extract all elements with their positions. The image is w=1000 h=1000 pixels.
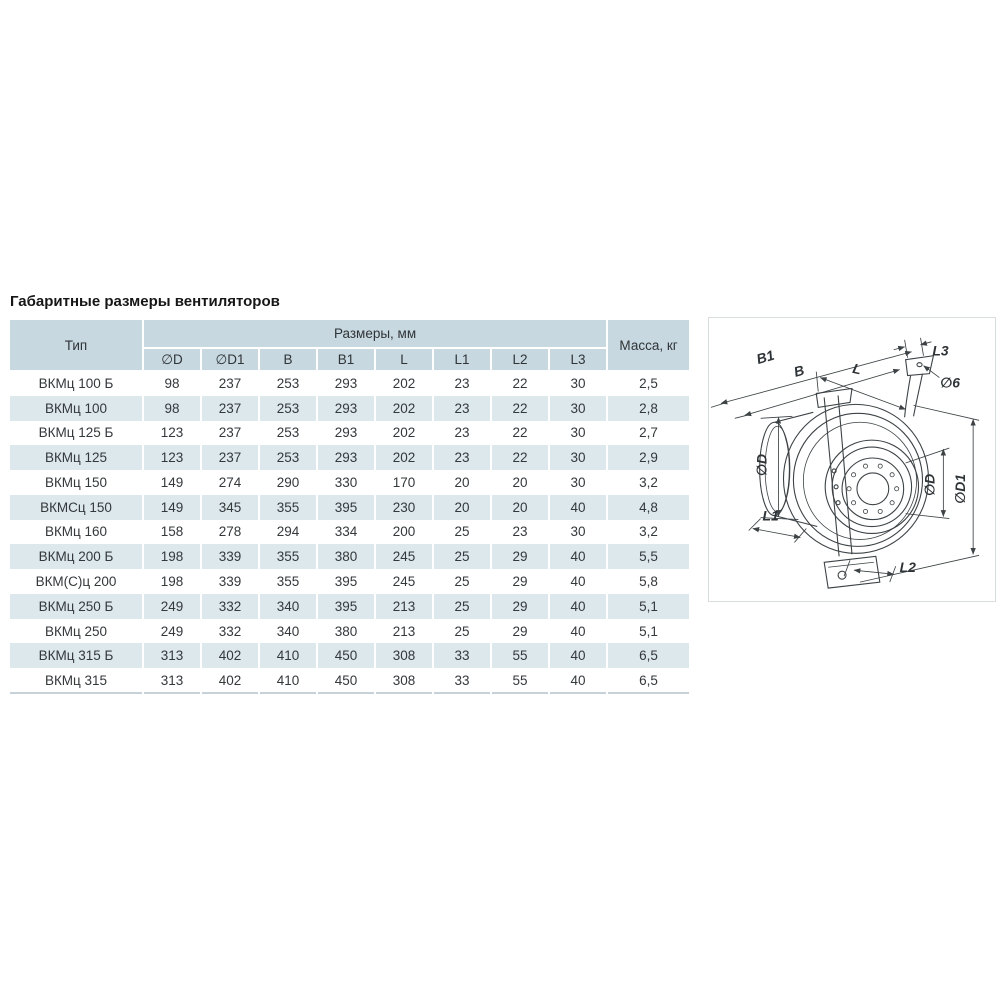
fan-type-cell: ВКМц 160 — [9, 520, 143, 545]
dimension-cell: 30 — [549, 445, 607, 470]
dimension-cell: 402 — [201, 668, 259, 693]
dimension-cell: 202 — [375, 371, 433, 396]
mass-cell: 2,7 — [607, 421, 690, 446]
dimension-cell: 294 — [259, 520, 317, 545]
dimension-cell: 313 — [143, 643, 201, 668]
fan-type-cell: ВКМц 250 — [9, 619, 143, 644]
table-row — [9, 371, 690, 396]
dimension-cell: 332 — [201, 619, 259, 644]
dimension-cell: 249 — [143, 594, 201, 619]
dimension-cell: 29 — [491, 594, 549, 619]
dimension-cell: 198 — [143, 569, 201, 594]
dimension-cell: 149 — [143, 470, 201, 495]
table-row — [9, 569, 690, 594]
mass-cell: 5,1 — [607, 619, 690, 644]
dimension-cell: 253 — [259, 371, 317, 396]
dim-label-b1: B1 — [754, 346, 776, 368]
dimension-cell: 402 — [201, 643, 259, 668]
dimension-cell: 98 — [143, 371, 201, 396]
dimension-cell: 158 — [143, 520, 201, 545]
column-header-dim: B1 — [317, 348, 375, 371]
dimension-cell: 40 — [549, 594, 607, 619]
dimensions-table — [8, 318, 691, 694]
dimension-cell: 245 — [375, 569, 433, 594]
table-row — [9, 520, 690, 545]
dim-label-l1: L1 — [762, 507, 779, 524]
dimension-cell: 23 — [433, 396, 491, 421]
dimension-cell: 40 — [549, 668, 607, 693]
dimension-cell: 274 — [201, 470, 259, 495]
table-row — [9, 445, 690, 470]
mass-cell: 6,5 — [607, 643, 690, 668]
dimension-cell: 30 — [549, 371, 607, 396]
mass-cell: 3,2 — [607, 520, 690, 545]
dim-label-l2: L2 — [899, 559, 916, 576]
table-row — [9, 470, 690, 495]
dim-label-b: B — [791, 361, 807, 380]
table-row — [9, 668, 690, 693]
dimension-cell: 202 — [375, 421, 433, 446]
bolt-circle — [847, 464, 899, 513]
dimension-cell: 20 — [491, 495, 549, 520]
dimension-cell: 253 — [259, 445, 317, 470]
dimension-cell: 410 — [259, 668, 317, 693]
dimension-cell: 355 — [259, 544, 317, 569]
dimension-cell: 20 — [433, 495, 491, 520]
dimension-cell: 202 — [375, 445, 433, 470]
dimension-cell: 98 — [143, 396, 201, 421]
dim-label-hole-diameter: ∅6 — [940, 374, 961, 391]
column-group-dimensions: Размеры, мм — [143, 319, 607, 348]
dimension-cell: 40 — [549, 643, 607, 668]
dimension-cell: 249 — [143, 619, 201, 644]
column-header-dim: ∅D — [143, 348, 201, 371]
dimension-cell: 20 — [433, 470, 491, 495]
mass-cell: 2,9 — [607, 445, 690, 470]
dimension-cell: 55 — [491, 668, 549, 693]
fan-type-cell: ВКМц 125 Б — [9, 421, 143, 446]
column-header-dim: L — [375, 348, 433, 371]
fan-type-cell: ВКМц 315 — [9, 668, 143, 693]
dimension-cell: 332 — [201, 594, 259, 619]
fan-type-cell: ВКМц 315 Б — [9, 643, 143, 668]
dimension-cell: 30 — [549, 520, 607, 545]
dimension-cell: 30 — [549, 421, 607, 446]
dimension-cell: 23 — [433, 445, 491, 470]
dimension-cell: 22 — [491, 371, 549, 396]
dimension-cell: 308 — [375, 668, 433, 693]
dimension-cell: 170 — [375, 470, 433, 495]
column-header-dim: ∅D1 — [201, 348, 259, 371]
table-row — [9, 619, 690, 644]
mass-cell: 3,2 — [607, 470, 690, 495]
dimension-cell: 22 — [491, 421, 549, 446]
dimension-cell: 25 — [433, 544, 491, 569]
dimension-cell: 313 — [143, 668, 201, 693]
fan-body — [760, 356, 934, 588]
dimension-cell: 198 — [143, 544, 201, 569]
dimension-cell: 334 — [317, 520, 375, 545]
dimension-cell: 40 — [549, 569, 607, 594]
table-row — [9, 495, 690, 520]
mass-cell: 5,5 — [607, 544, 690, 569]
dimension-cell: 237 — [201, 396, 259, 421]
dimension-cell: 213 — [375, 619, 433, 644]
page-title: Габаритные размеры вентиляторов — [10, 293, 280, 310]
mass-cell: 2,8 — [607, 396, 690, 421]
mass-cell: 5,1 — [607, 594, 690, 619]
dimension-cell: 202 — [375, 396, 433, 421]
table-row — [9, 421, 690, 446]
dimension-cell: 340 — [259, 619, 317, 644]
dimension-cell: 22 — [491, 396, 549, 421]
dimension-cell: 330 — [317, 470, 375, 495]
dimension-cell: 237 — [201, 445, 259, 470]
dimension-cell: 23 — [433, 421, 491, 446]
fan-type-cell: ВКМц 150 — [9, 470, 143, 495]
dimension-cell: 395 — [317, 594, 375, 619]
dimension-cell: 20 — [491, 470, 549, 495]
table-row — [9, 594, 690, 619]
dimension-cell: 293 — [317, 396, 375, 421]
dimension-cell: 25 — [433, 619, 491, 644]
dimension-cell: 395 — [317, 495, 375, 520]
fan-diagram-panel — [708, 317, 996, 602]
dimension-cell: 293 — [317, 371, 375, 396]
dimension-cell: 293 — [317, 421, 375, 446]
fan-type-cell: ВКМц 100 — [9, 396, 143, 421]
dimension-cell: 200 — [375, 520, 433, 545]
dim-label-inlet-diameter: ∅D — [753, 453, 770, 476]
mass-cell: 5,8 — [607, 569, 690, 594]
dimension-cell: 30 — [549, 470, 607, 495]
fan-type-cell: ВКМц 200 Б — [9, 544, 143, 569]
dimension-cell: 253 — [259, 396, 317, 421]
dimension-cell: 123 — [143, 445, 201, 470]
mass-cell: 4,8 — [607, 495, 690, 520]
dim-label-l: L — [851, 360, 863, 378]
column-header-dim: L2 — [491, 348, 549, 371]
dimension-cell: 55 — [491, 643, 549, 668]
table-row — [9, 396, 690, 421]
fan-type-cell: ВКМц 250 Б — [9, 594, 143, 619]
dim-label-overall-diameter: ∅D1 — [952, 473, 969, 504]
dimension-cell: 213 — [375, 594, 433, 619]
dimension-cell: 23 — [433, 371, 491, 396]
dimension-cell: 29 — [491, 619, 549, 644]
dimension-cell: 33 — [433, 643, 491, 668]
mass-cell: 6,5 — [607, 668, 690, 693]
table-header — [9, 319, 690, 371]
dimension-cell: 355 — [259, 495, 317, 520]
mass-cell: 2,5 — [607, 371, 690, 396]
dimension-cell: 355 — [259, 569, 317, 594]
dimension-cell: 40 — [549, 544, 607, 569]
dimension-cell: 339 — [201, 569, 259, 594]
dimension-cell: 253 — [259, 421, 317, 446]
dimension-cell: 33 — [433, 668, 491, 693]
fan-type-cell: ВКМ(С)ц 200 — [9, 569, 143, 594]
dimension-cell: 450 — [317, 668, 375, 693]
dimension-cell: 230 — [375, 495, 433, 520]
dimension-cell: 340 — [259, 594, 317, 619]
dimension-cell: 345 — [201, 495, 259, 520]
header-group-row — [9, 319, 690, 348]
column-header-mass: Масса, кг — [607, 319, 690, 371]
dimension-cell: 308 — [375, 643, 433, 668]
dimension-cell: 29 — [491, 544, 549, 569]
dimension-cell: 293 — [317, 445, 375, 470]
dimension-cell: 237 — [201, 421, 259, 446]
column-header-type: Тип — [9, 319, 143, 371]
dimension-cell: 149 — [143, 495, 201, 520]
dimension-cell: 29 — [491, 569, 549, 594]
dimension-cell: 237 — [201, 371, 259, 396]
table-row — [9, 643, 690, 668]
dimension-cell: 410 — [259, 643, 317, 668]
dimension-cell: 339 — [201, 544, 259, 569]
table-row — [9, 544, 690, 569]
dimension-cell: 25 — [433, 520, 491, 545]
fan-type-cell: ВКМц 125 — [9, 445, 143, 470]
column-header-dim: L3 — [549, 348, 607, 371]
dimension-cell: 23 — [491, 520, 549, 545]
dim-label-l3: L3 — [932, 342, 949, 359]
column-header-dim: L1 — [433, 348, 491, 371]
dimension-cell: 380 — [317, 544, 375, 569]
column-header-dim: B — [259, 348, 317, 371]
dimension-cell: 380 — [317, 619, 375, 644]
dimension-cell: 290 — [259, 470, 317, 495]
fan-drawing — [709, 318, 995, 601]
dimension-cell: 22 — [491, 445, 549, 470]
dimension-cell: 123 — [143, 421, 201, 446]
dimension-cell: 40 — [549, 619, 607, 644]
dimension-cell: 25 — [433, 594, 491, 619]
dimension-cell: 245 — [375, 544, 433, 569]
fan-type-cell: ВКМц 100 Б — [9, 371, 143, 396]
dimension-cell: 30 — [549, 396, 607, 421]
dimension-cell: 278 — [201, 520, 259, 545]
table-body — [9, 371, 690, 693]
dimension-cell: 450 — [317, 643, 375, 668]
dimension-cell: 395 — [317, 569, 375, 594]
dimension-cell: 25 — [433, 569, 491, 594]
dim-label-front-diameter: ∅D — [921, 473, 938, 496]
dimension-cell: 40 — [549, 495, 607, 520]
fan-type-cell: ВКМСц 150 — [9, 495, 143, 520]
